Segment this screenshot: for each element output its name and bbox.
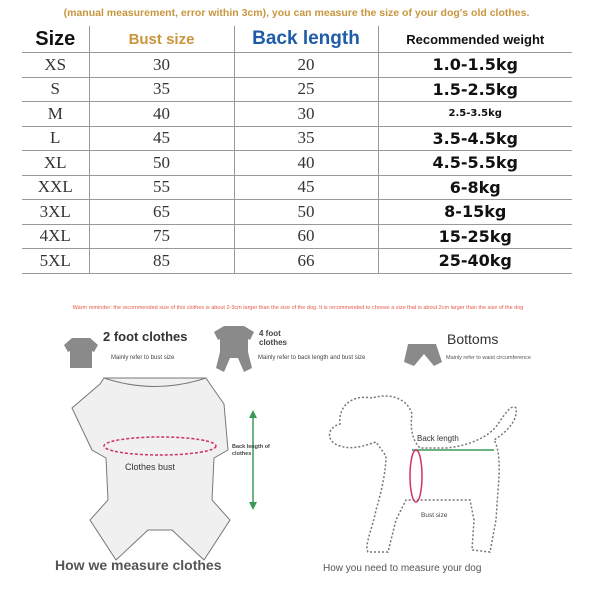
header-recommended-weight: Recommended weight <box>378 26 572 53</box>
cell-weight: 6-8kg <box>378 175 572 200</box>
cell-back: 35 <box>234 126 378 151</box>
two-foot-clothes-desc: Mainly refer to bust size <box>111 355 175 361</box>
how-you-measure-caption: How you need to measure your dog <box>323 563 482 574</box>
cell-bust: 50 <box>89 151 234 176</box>
four-foot-clothes-icon <box>214 326 254 372</box>
cell-weight: 15-25kg <box>378 224 572 249</box>
cell-bust: 75 <box>89 224 234 249</box>
bottoms-desc: Mainly refer to waist circumference <box>446 355 531 361</box>
dog-outline <box>330 396 517 552</box>
header-size: Size <box>22 26 89 53</box>
cell-bust: 55 <box>89 175 234 200</box>
back-length-arrowhead-bottom <box>249 502 257 510</box>
two-foot-clothes-title: 2 foot clothes <box>103 329 188 344</box>
cell-back: 20 <box>234 53 378 78</box>
cell-back: 25 <box>234 77 378 102</box>
cell-size: M <box>22 102 89 127</box>
clothes-bust-label: Clothes bust <box>125 462 176 472</box>
cell-bust: 85 <box>89 249 234 274</box>
clothes-back-length-label: Back length of clothes <box>232 444 270 457</box>
cell-bust: 30 <box>89 53 234 78</box>
warm-reminder-text: Warm reminder: the recommended size of this clothes is about 2-3cm larger than the size of the dog. It is recommended to choose a size that is about 2cm larger than the size of the dog <box>72 305 524 311</box>
cell-size: L <box>22 126 89 151</box>
back-length-arrowhead-top <box>249 410 257 418</box>
header-back-length: Back length <box>234 26 378 53</box>
cell-weight: 1.0-1.5kg <box>378 53 572 78</box>
cell-weight: 8-15kg <box>378 200 572 225</box>
cell-bust: 40 <box>89 102 234 127</box>
cell-size: XS <box>22 53 89 78</box>
cell-back: 45 <box>234 175 378 200</box>
dog-back-length-label: Back length <box>417 434 459 443</box>
two-foot-clothes-icon <box>64 338 98 368</box>
cell-weight: 3.5-4.5kg <box>378 126 572 151</box>
bottoms-icon <box>404 344 442 366</box>
how-we-measure-caption: How we measure clothes <box>55 557 222 573</box>
cell-size: XXL <box>22 175 89 200</box>
dog-bust-line <box>410 450 422 502</box>
cell-size: 4XL <box>22 224 89 249</box>
measurement-note: (manual measurement, error within 3cm), you can measure the size of your dog's old clothes. <box>63 7 530 19</box>
cell-size: 3XL <box>22 200 89 225</box>
cell-back: 40 <box>234 151 378 176</box>
cell-bust: 45 <box>89 126 234 151</box>
cell-bust: 35 <box>89 77 234 102</box>
header-bust-size: Bust size <box>89 26 234 53</box>
cell-weight: 2.5-3.5kg <box>378 102 572 127</box>
cell-back: 50 <box>234 200 378 225</box>
cell-weight: 1.5-2.5kg <box>378 77 572 102</box>
cell-back: 66 <box>234 249 378 274</box>
four-foot-clothes-title: 4 foot clothes <box>259 329 288 347</box>
cell-size: 5XL <box>22 249 89 274</box>
four-foot-clothes-desc: Mainly refer to back length and bust size <box>258 355 366 361</box>
cell-weight: 25-40kg <box>378 249 572 274</box>
cell-back: 60 <box>234 224 378 249</box>
bottoms-title: Bottoms <box>447 331 499 347</box>
cell-bust: 65 <box>89 200 234 225</box>
cell-back: 30 <box>234 102 378 127</box>
cell-weight: 4.5-5.5kg <box>378 151 572 176</box>
cell-size: S <box>22 77 89 102</box>
dog-bust-size-label: Bust size <box>421 512 448 519</box>
cell-size: XL <box>22 151 89 176</box>
